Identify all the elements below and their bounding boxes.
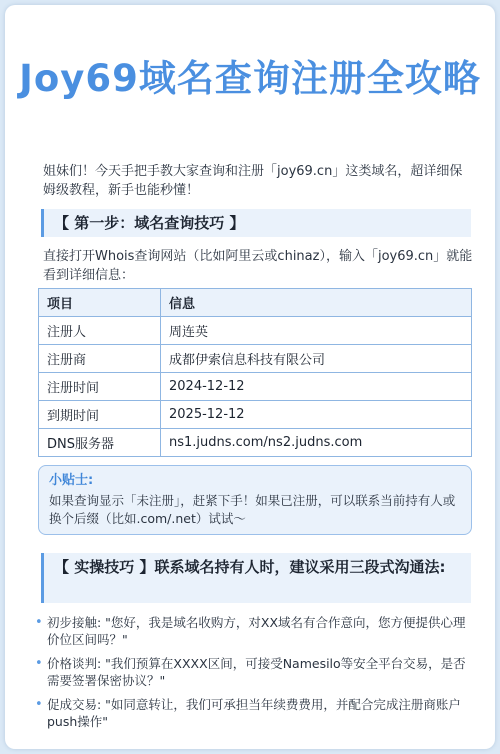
intro-text: 姐妹们！今天手把手教大家查询和注册「joy69.cn」这类域名，超详细保姆级教程，新手也能秒懂！ (43, 164, 463, 198)
list-item-text: 初步接触: "您好，我是域名收购方，对XX域名有合作意向，您方便提供心理价位区间吗？" (47, 615, 466, 647)
bullet-dot-icon: • (35, 697, 43, 712)
table-cell-label: 注册商 (39, 345, 161, 373)
table-header-row (39, 289, 472, 317)
table-header-info: 信息 (161, 289, 472, 317)
tip-box (38, 465, 472, 535)
negotiation-list (35, 614, 475, 737)
table-cell-value: 成都伊索信息科技有限公司 (161, 345, 472, 373)
table-row (39, 345, 472, 373)
table-cell-label: 到期时间 (39, 401, 161, 429)
bullet-dot-icon: • (35, 656, 43, 671)
list-item (35, 614, 475, 648)
table-cell-label: 注册人 (39, 317, 161, 345)
bullet-dot-icon: • (35, 615, 43, 630)
domain-info-table (38, 288, 472, 457)
article-card (5, 5, 495, 749)
list-item-text: 促成交易: "如同意转让，我们可承担当年续费费用，并配合完成注册商账户push操作" (47, 697, 461, 729)
list-item (35, 655, 475, 689)
tip-title: 小贴士: (49, 473, 94, 488)
table-cell-label: DNS服务器 (39, 429, 161, 457)
table-row (39, 373, 472, 401)
list-item (35, 696, 475, 730)
table-cell-value: ns1.judns.com/ns2.judns.com (161, 429, 472, 457)
step1-header: 【 第一步：域名查询技巧 】 (41, 209, 471, 237)
table-row (39, 429, 472, 457)
table-row (39, 317, 472, 345)
table-cell-value: 2025-12-12 (161, 401, 472, 429)
step1-description: 直接打开Whois查询网站（比如阿里云或chinaz），输入「joy69.cn」就能看到详细信息： (43, 249, 473, 283)
page-title: Joy69域名查询注册全攻略 (19, 57, 481, 100)
table-cell-value: 周连英 (161, 317, 472, 345)
tip-body: 如果查询显示「未注册」，赶紧下手！如果已注册，可以联系当前持有人或换个后缀（比如.com/.net）试试～ (49, 493, 456, 526)
table-row (39, 401, 472, 429)
list-item-text: 价格谈判: "我们预算在XXXX区间，可接受Namesilo等安全平台交易，是否需要签署保密协议？" (47, 656, 466, 688)
table-header-item: 项目 (39, 289, 161, 317)
step2-header: 【 实操技巧 】联系域名持有人时，建议采用三段式沟通法: (41, 553, 471, 603)
table-cell-label: 注册时间 (39, 373, 161, 401)
table-cell-value: 2024-12-12 (161, 373, 472, 401)
